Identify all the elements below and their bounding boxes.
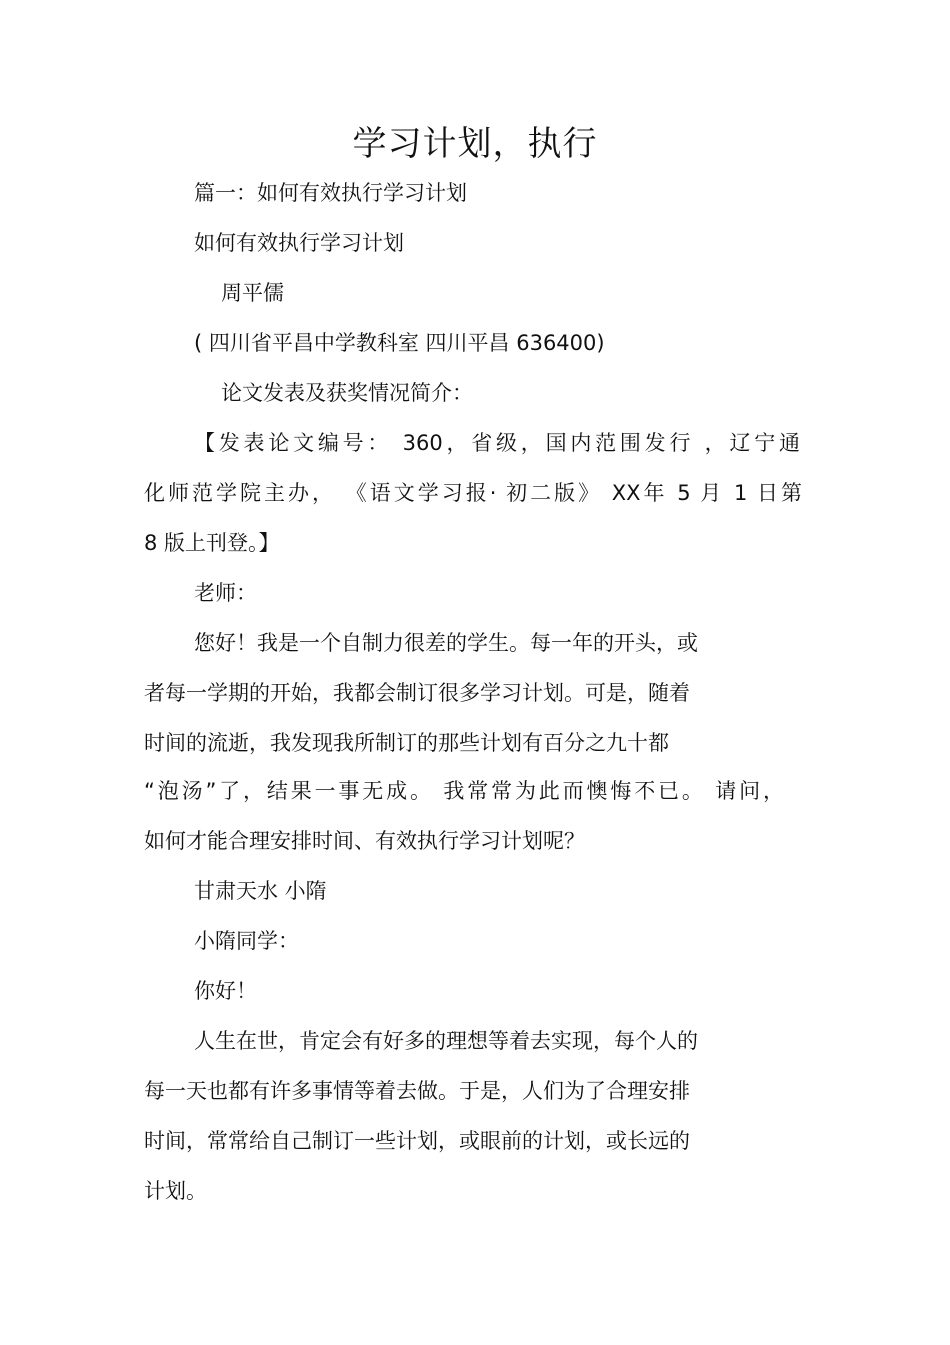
paragraph-line: 如何才能合理安排时间、有效执行学习计划呢？: [144, 829, 585, 853]
greeting: 你好！: [194, 979, 257, 1003]
paragraph-line: 时间的流逝，我发现我所制订的那些计划有百分之九十都: [144, 731, 669, 755]
paragraph-line: 您好！我是一个自制力很差的学生。每一年的开头，或: [194, 631, 698, 655]
paragraph-line: 时间，常常给自己制订一些计划，或眼前的计划，或长远的: [144, 1129, 690, 1153]
paragraph-line: 人生在世，肯定会有好多的理想等着去实现，每个人的: [194, 1029, 698, 1053]
paragraph-line: 化师范学院主办， 《语文学习报· 初二版》 XX年 5 月 1 日第: [144, 481, 802, 505]
paragraph-line: 篇一：如何有效执行学习计划: [194, 181, 467, 205]
paragraph-line: 8 版上刊登。】: [144, 531, 280, 555]
salutation: 小隋同学：: [194, 929, 299, 953]
paragraph-line: 者每一学期的开始，我都会制订很多学习计划。可是，随着: [144, 681, 690, 705]
document-title: 学习计划，执行: [352, 124, 598, 164]
author-affiliation: ( 四川省平昌中学教科室 四川平昌 636400): [194, 331, 605, 355]
salutation: 老师：: [194, 581, 257, 605]
paragraph-line: 每一天也都有许多事情等着去做。于是，人们为了合理安排: [144, 1079, 690, 1103]
author-name: 周平儒: [221, 281, 284, 305]
paragraph-line: 如何有效执行学习计划: [194, 231, 404, 255]
signature-line: 甘肃天水 小隋: [194, 879, 327, 903]
paragraph-line: 【发表论文编号： 360，省级，国内范围发行 ，辽宁通: [194, 431, 800, 455]
paragraph-line: 计划。: [144, 1179, 207, 1203]
paragraph-line: 论文发表及获奖情况简介：: [221, 381, 473, 405]
paragraph-line: “泡汤”了，结果一事无成。 我常常为此而懊悔不已。 请问，: [144, 779, 784, 803]
